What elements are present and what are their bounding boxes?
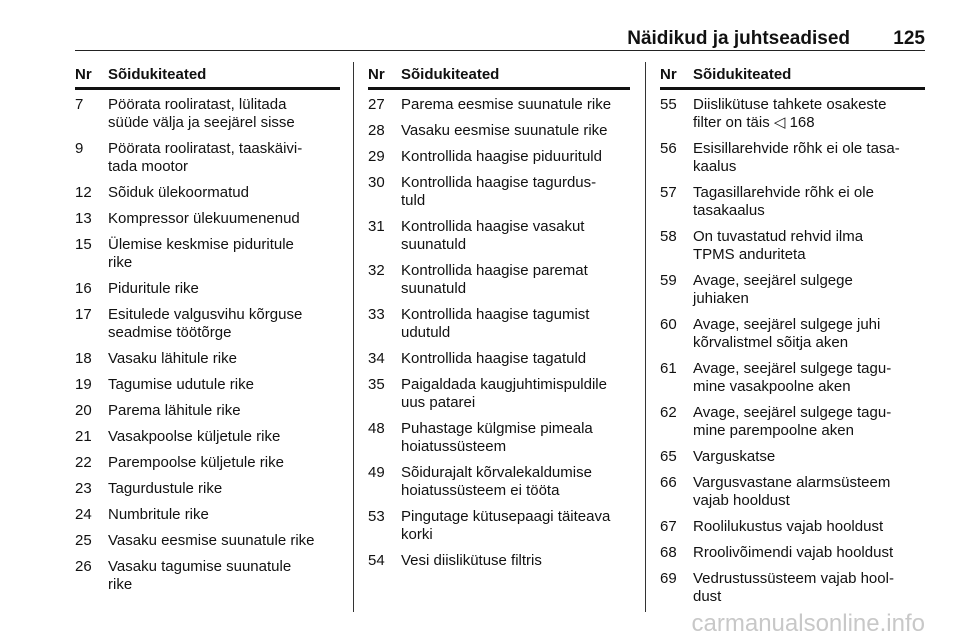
- message-number: 31: [368, 218, 385, 235]
- table-row: [368, 350, 630, 368]
- table-row: [75, 280, 340, 298]
- message-line: Esisillarehvide rõhk ei ole tasa-: [693, 140, 900, 157]
- message-text: [108, 558, 340, 594]
- message-line: Vasakpoolse küljetule rike: [108, 428, 281, 445]
- message-line: Kontrollida haagise tagatuld: [401, 350, 587, 367]
- message-number: 35: [368, 376, 385, 393]
- message-line: Avage, seejärel sulgege tagu-: [693, 404, 892, 421]
- table-row: [368, 420, 630, 456]
- message-line: tada mootor: [108, 158, 189, 175]
- message-number: 33: [368, 306, 385, 323]
- message-text: [108, 376, 340, 394]
- table-row: [660, 360, 925, 396]
- column-header-nr: Nr: [75, 66, 92, 83]
- message-line: Kontrollida haagise paremat: [401, 262, 588, 279]
- message-number: 17: [75, 306, 92, 323]
- message-text: [401, 376, 630, 412]
- message-line: Pöörata rooliratast, lülitada: [108, 96, 287, 113]
- message-line: suunatuld: [401, 236, 467, 253]
- message-number: 13: [75, 210, 92, 227]
- message-text: [693, 228, 925, 264]
- table-row: [660, 316, 925, 352]
- message-text: [401, 552, 630, 570]
- message-number: 20: [75, 402, 92, 419]
- message-text: [401, 420, 630, 456]
- column-3: [660, 66, 925, 614]
- table-row: [660, 570, 925, 606]
- message-number: 26: [75, 558, 92, 575]
- message-number: 66: [660, 474, 677, 491]
- message-number: 16: [75, 280, 92, 297]
- message-line: Vesi diislikütuse filtris: [401, 552, 542, 569]
- message-text: [108, 210, 340, 228]
- message-line: tuld: [401, 192, 426, 209]
- table-row: [75, 184, 340, 202]
- message-line: Rroolivõimendi vajab hooldust: [693, 544, 894, 561]
- message-line: hoiatussüsteem ei tööta: [401, 482, 560, 499]
- message-line: Sõiduk ülekoormatud: [108, 184, 249, 201]
- column-header: [75, 66, 340, 90]
- table-row: [660, 404, 925, 440]
- table-row: [368, 262, 630, 298]
- table-row: [75, 454, 340, 472]
- message-number: 68: [660, 544, 677, 561]
- message-line: Kontrollida haagise tagurdus-: [401, 174, 597, 191]
- table-row: [75, 376, 340, 394]
- message-number: 22: [75, 454, 92, 471]
- column-1: [75, 66, 340, 602]
- message-text: [693, 184, 925, 220]
- message-text: [108, 480, 340, 498]
- table-row: [660, 96, 925, 132]
- column-header: [660, 66, 925, 90]
- table-row: [75, 210, 340, 228]
- message-number: 29: [368, 148, 385, 165]
- message-number: 53: [368, 508, 385, 525]
- message-number: 7: [75, 96, 84, 113]
- message-text: [108, 140, 340, 176]
- message-text: [693, 518, 925, 536]
- message-text: [401, 96, 630, 114]
- message-line: rike: [108, 254, 133, 271]
- table-row: [75, 428, 340, 446]
- table-row: [75, 236, 340, 272]
- column-header-title: Sõidukiteated: [693, 66, 792, 83]
- message-line: dust: [693, 588, 722, 605]
- message-number: 12: [75, 184, 92, 201]
- message-line: Tagumise udutule rike: [108, 376, 254, 393]
- message-number: 61: [660, 360, 677, 377]
- message-number: 34: [368, 350, 385, 367]
- message-number: 60: [660, 316, 677, 333]
- message-line: kaalus: [693, 158, 737, 175]
- message-line: Vasaku tagumise suunatule: [108, 558, 292, 575]
- message-number: 49: [368, 464, 385, 481]
- table-row: [75, 480, 340, 498]
- message-line: rike: [108, 576, 133, 593]
- message-number: 21: [75, 428, 92, 445]
- message-number: 9: [75, 140, 84, 157]
- message-text: [108, 506, 340, 524]
- table-row: [368, 508, 630, 544]
- table-row: [660, 518, 925, 536]
- column-header-title: Sõidukiteated: [108, 66, 207, 83]
- message-number: 30: [368, 174, 385, 191]
- table-row: [660, 272, 925, 308]
- message-line: Puhastage külgmise pimeala: [401, 420, 593, 437]
- message-line: Kontrollida haagise vasakut: [401, 218, 585, 235]
- message-number: 48: [368, 420, 385, 437]
- message-text: [108, 306, 340, 342]
- column-divider-2: [645, 62, 646, 612]
- message-line: Vasaku lähitule rike: [108, 350, 237, 367]
- table-row: [75, 140, 340, 176]
- message-line: Avage, seejärel sulgege juhi: [693, 316, 881, 333]
- message-text: [108, 454, 340, 472]
- message-line: Diislikütuse tahkete osakeste: [693, 96, 887, 113]
- message-line: TPMS anduriteta: [693, 246, 806, 263]
- table-row: [75, 558, 340, 594]
- message-line: Varguskatse: [693, 448, 776, 465]
- message-number: 67: [660, 518, 677, 535]
- column-header-nr: Nr: [660, 66, 677, 83]
- watermark: carmanualsonline.info: [691, 610, 925, 637]
- message-number: 23: [75, 480, 92, 497]
- message-text: [108, 402, 340, 420]
- message-text: [693, 96, 925, 132]
- table-row: [75, 306, 340, 342]
- page-number: 125: [893, 28, 925, 49]
- message-line: Kontrollida haagise tagumist: [401, 306, 590, 323]
- message-number: 24: [75, 506, 92, 523]
- message-text: [401, 262, 630, 298]
- table-row: [368, 122, 630, 140]
- message-text: [401, 464, 630, 500]
- message-number: 25: [75, 532, 92, 549]
- message-number: 15: [75, 236, 92, 253]
- message-line: Ülemise keskmise piduritule: [108, 236, 294, 253]
- message-line: tasakaalus: [693, 202, 765, 219]
- message-line: Avage, seejärel sulgege: [693, 272, 853, 289]
- message-text: [108, 96, 340, 132]
- message-text: [693, 544, 925, 562]
- table-row: [368, 174, 630, 210]
- message-text: [108, 428, 340, 446]
- message-line: Parempoolse küljetule rike: [108, 454, 284, 471]
- message-line: Numbritule rike: [108, 506, 209, 523]
- message-line: juhiaken: [693, 290, 749, 307]
- table-row: [368, 306, 630, 342]
- column-header-nr: Nr: [368, 66, 385, 83]
- message-text: [108, 236, 340, 272]
- header-rule: [75, 50, 925, 51]
- message-line: Piduritule rike: [108, 280, 199, 297]
- message-line: Parema eesmise suunatule rike: [401, 96, 612, 113]
- message-text: [401, 148, 630, 166]
- message-line: Paigaldada kaugjuhtimispuldile: [401, 376, 607, 393]
- message-number: 69: [660, 570, 677, 587]
- message-number: 57: [660, 184, 677, 201]
- page-header: [75, 28, 925, 50]
- message-line: vajab hooldust: [693, 492, 790, 509]
- message-line: uus patarei: [401, 394, 476, 411]
- message-line: Vasaku eesmise suunatule rike: [108, 532, 315, 549]
- message-text: [401, 218, 630, 254]
- message-line: mine vasakpoolne aken: [693, 378, 851, 395]
- message-number: 28: [368, 122, 385, 139]
- message-number: 55: [660, 96, 677, 113]
- table-row: [368, 552, 630, 570]
- message-line: seadmise töötõrge: [108, 324, 232, 341]
- column-divider-1: [353, 62, 354, 612]
- message-line: Kontrollida haagise piduurituld: [401, 148, 602, 165]
- message-number: 32: [368, 262, 385, 279]
- table-row: [368, 376, 630, 412]
- message-text: [401, 350, 630, 368]
- message-number: 19: [75, 376, 92, 393]
- message-text: [401, 306, 630, 342]
- message-number: 65: [660, 448, 677, 465]
- message-text: [693, 448, 925, 466]
- message-text: [401, 508, 630, 544]
- message-line: Roolilukustus vajab hooldust: [693, 518, 884, 535]
- message-line: süüde välja ja seejärel sisse: [108, 114, 295, 131]
- message-line: filter on täis ◁ 168: [693, 114, 815, 131]
- message-line: udutuld: [401, 324, 451, 341]
- column-header: [368, 66, 630, 90]
- message-text: [108, 350, 340, 368]
- message-line: kõrvalistmel sõitja aken: [693, 334, 849, 351]
- message-line: Tagurdustule rike: [108, 480, 223, 497]
- message-text: [401, 122, 630, 140]
- message-line: Vasaku eesmise suunatule rike: [401, 122, 608, 139]
- message-line: Avage, seejärel sulgege tagu-: [693, 360, 892, 377]
- message-line: korki: [401, 526, 433, 543]
- table-row: [660, 184, 925, 220]
- message-number: 59: [660, 272, 677, 289]
- message-line: suunatuld: [401, 280, 467, 297]
- message-line: Vedrustussüsteem vajab hool-: [693, 570, 894, 587]
- table-row: [368, 96, 630, 114]
- table-row: [75, 506, 340, 524]
- message-line: Parema lähitule rike: [108, 402, 241, 419]
- table-row: [660, 140, 925, 176]
- message-text: [693, 360, 925, 396]
- table-row: [75, 96, 340, 132]
- message-text: [108, 184, 340, 202]
- column-header-title: Sõidukiteated: [401, 66, 500, 83]
- table-row: [368, 464, 630, 500]
- table-row: [75, 532, 340, 550]
- message-text: [401, 174, 630, 210]
- table-row: [660, 474, 925, 510]
- column-2: [368, 66, 630, 578]
- message-line: Sõidurajalt kõrvalekaldumise: [401, 464, 592, 481]
- message-line: Esitulede valgusvihu kõrguse: [108, 306, 303, 323]
- message-line: Vargusvastane alarmsüsteem: [693, 474, 891, 491]
- message-text: [693, 404, 925, 440]
- message-number: 18: [75, 350, 92, 367]
- message-line: Pöörata rooliratast, taaskäivi-: [108, 140, 303, 157]
- message-number: 62: [660, 404, 677, 421]
- message-text: [693, 570, 925, 606]
- table-row: [660, 448, 925, 466]
- message-number: 58: [660, 228, 677, 245]
- table-row: [75, 350, 340, 368]
- message-line: hoiatussüsteem: [401, 438, 507, 455]
- message-text: [693, 140, 925, 176]
- table-row: [368, 218, 630, 254]
- message-line: Pingutage kütusepaagi täiteava: [401, 508, 611, 525]
- message-number: 27: [368, 96, 385, 113]
- message-text: [108, 532, 340, 550]
- message-text: [693, 474, 925, 510]
- message-line: Kompressor ülekuumenenud: [108, 210, 300, 227]
- message-number: 54: [368, 552, 385, 569]
- message-line: Tagasillarehvide rõhk ei ole: [693, 184, 874, 201]
- message-number: 56: [660, 140, 677, 157]
- table-row: [660, 544, 925, 562]
- message-line: On tuvastatud rehvid ilma: [693, 228, 864, 245]
- table-row: [368, 148, 630, 166]
- table-row: [75, 402, 340, 420]
- message-line: mine parempoolne aken: [693, 422, 854, 439]
- message-text: [693, 272, 925, 308]
- page-title: Näidikud ja juhtseadised: [627, 28, 850, 49]
- message-text: [693, 316, 925, 352]
- message-text: [108, 280, 340, 298]
- table-row: [660, 228, 925, 264]
